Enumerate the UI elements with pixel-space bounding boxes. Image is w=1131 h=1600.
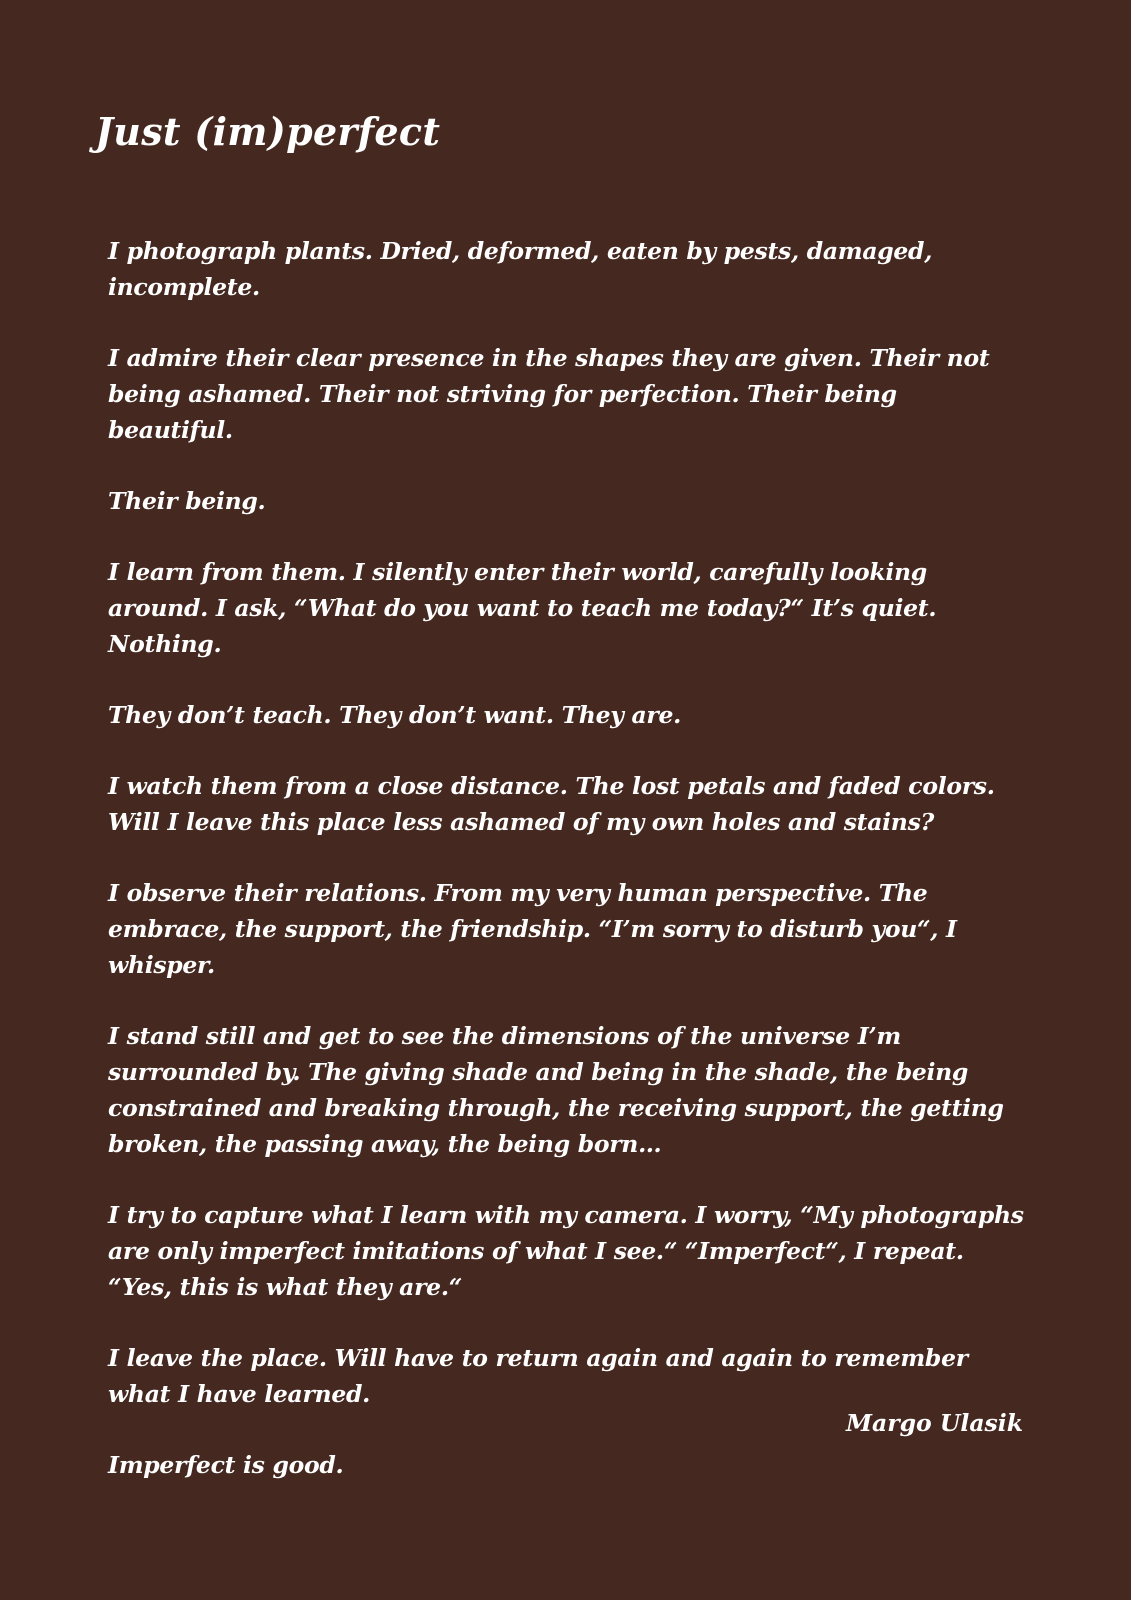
paragraph-9: I try to capture what I learn with my camera. I worry, “My photographs are only imperfect imitations of what I see.“ “Imperfect“, I repeat. “Yes, this is what they are.“ [108,1201,1024,1301]
paragraph-8: I stand still and get to see the dimensions of the universe I’m surrounded by. The giving shade and being in the shade, the being constrained and breaking through, the receiving support, the getting broken, the passing away, the being born… [108,1022,1004,1158]
paragraph-5: They don’t teach. They don’t want. They are. [108,701,681,729]
paragraph-10: I leave the place. Will have to return again and again to remember what I have learned. [108,1344,968,1408]
paragraph-2: I admire their clear presence in the shapes they are given. Their not being ashamed. Their not striving for perfection. Their being beautiful. [108,344,990,444]
paragraph-3: Their being. [108,487,266,515]
paragraph-1: I photograph plants. Dried, deformed, eaten by pests, damaged, incomplete. [108,237,933,301]
author-signature: Margo Ulasik [846,1409,1023,1437]
paragraph-6: I watch them from a close distance. The lost petals and faded colors. Will I leave this place less ashamed of my own holes and stains? [108,772,995,836]
essay-body [108,233,1028,1518]
paragraph-11: Imperfect is good. [108,1451,344,1479]
paragraph-7: I observe their relations. From my very human perspective. The embrace, the support, the friendship. “I’m sorry to disturb you“, I whisper. [108,879,957,979]
paragraph-4: I learn from them. I silently enter their world, carefully looking around. I ask, “What do you want to teach me today?“ It’s quiet. Nothing. [108,558,937,658]
document-title: Just (im)perfect [95,109,441,154]
